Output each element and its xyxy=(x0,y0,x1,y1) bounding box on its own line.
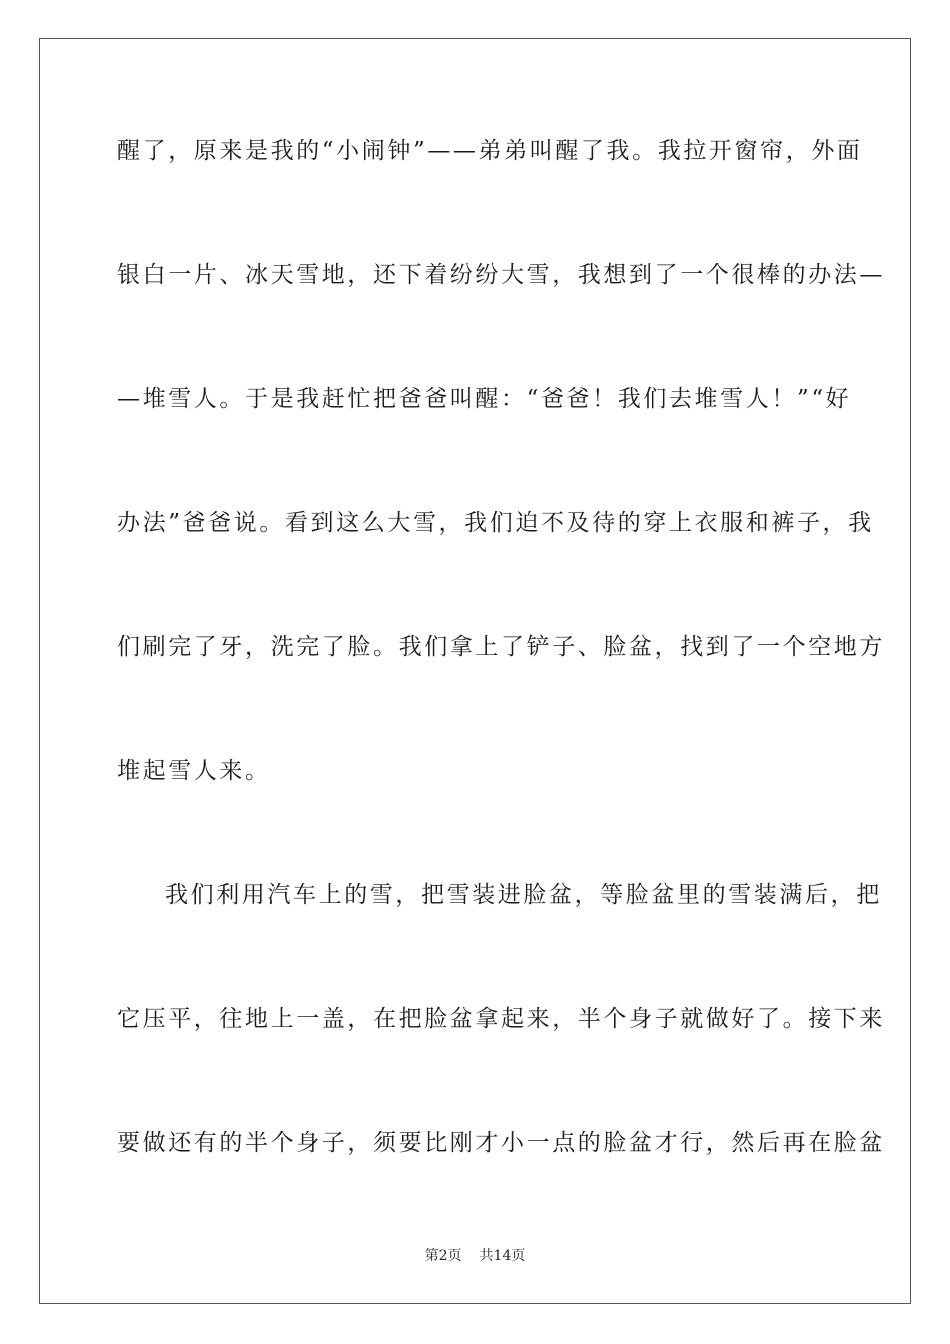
text-line: 们刷完了牙，洗完了脸。我们拿上了铲子、脸盆，找到了一个空地方 xyxy=(117,634,885,660)
text-line: 醒了，原来是我的“小闹钟”——弟弟叫醒了我。我拉开窗帘，外面 xyxy=(117,138,863,164)
text-line: 它压平，往地上一盖，在把脸盆拿起来，半个身子就做好了。接下来 xyxy=(117,1006,885,1032)
page-number: 第2页 xyxy=(424,1248,462,1264)
text-line: —堆雪人。于是我赶忙把爸爸叫醒：“爸爸！我们去堆雪人！”“好 xyxy=(117,386,852,412)
page-footer xyxy=(0,1247,950,1265)
page-total: 共14页 xyxy=(479,1248,526,1264)
text-line: 要做还有的半个身子，须要比刚才小一点的脸盆才行，然后再在脸盆 xyxy=(117,1130,885,1156)
text-line: 堆起雪人来。 xyxy=(117,758,271,784)
page-frame xyxy=(39,38,911,1304)
paragraph-first-line: 我们利用汽车上的雪，把雪装进脸盆，等脸盆里的雪装满后，把 xyxy=(165,882,882,908)
text-line: 银白一片、冰天雪地，还下着纷纷大雪，我想到了一个很棒的办法— xyxy=(117,262,885,288)
text-line: 办法”爸爸说。看到这么大雪，我们迫不及待的穿上衣服和裤子，我 xyxy=(117,510,874,536)
